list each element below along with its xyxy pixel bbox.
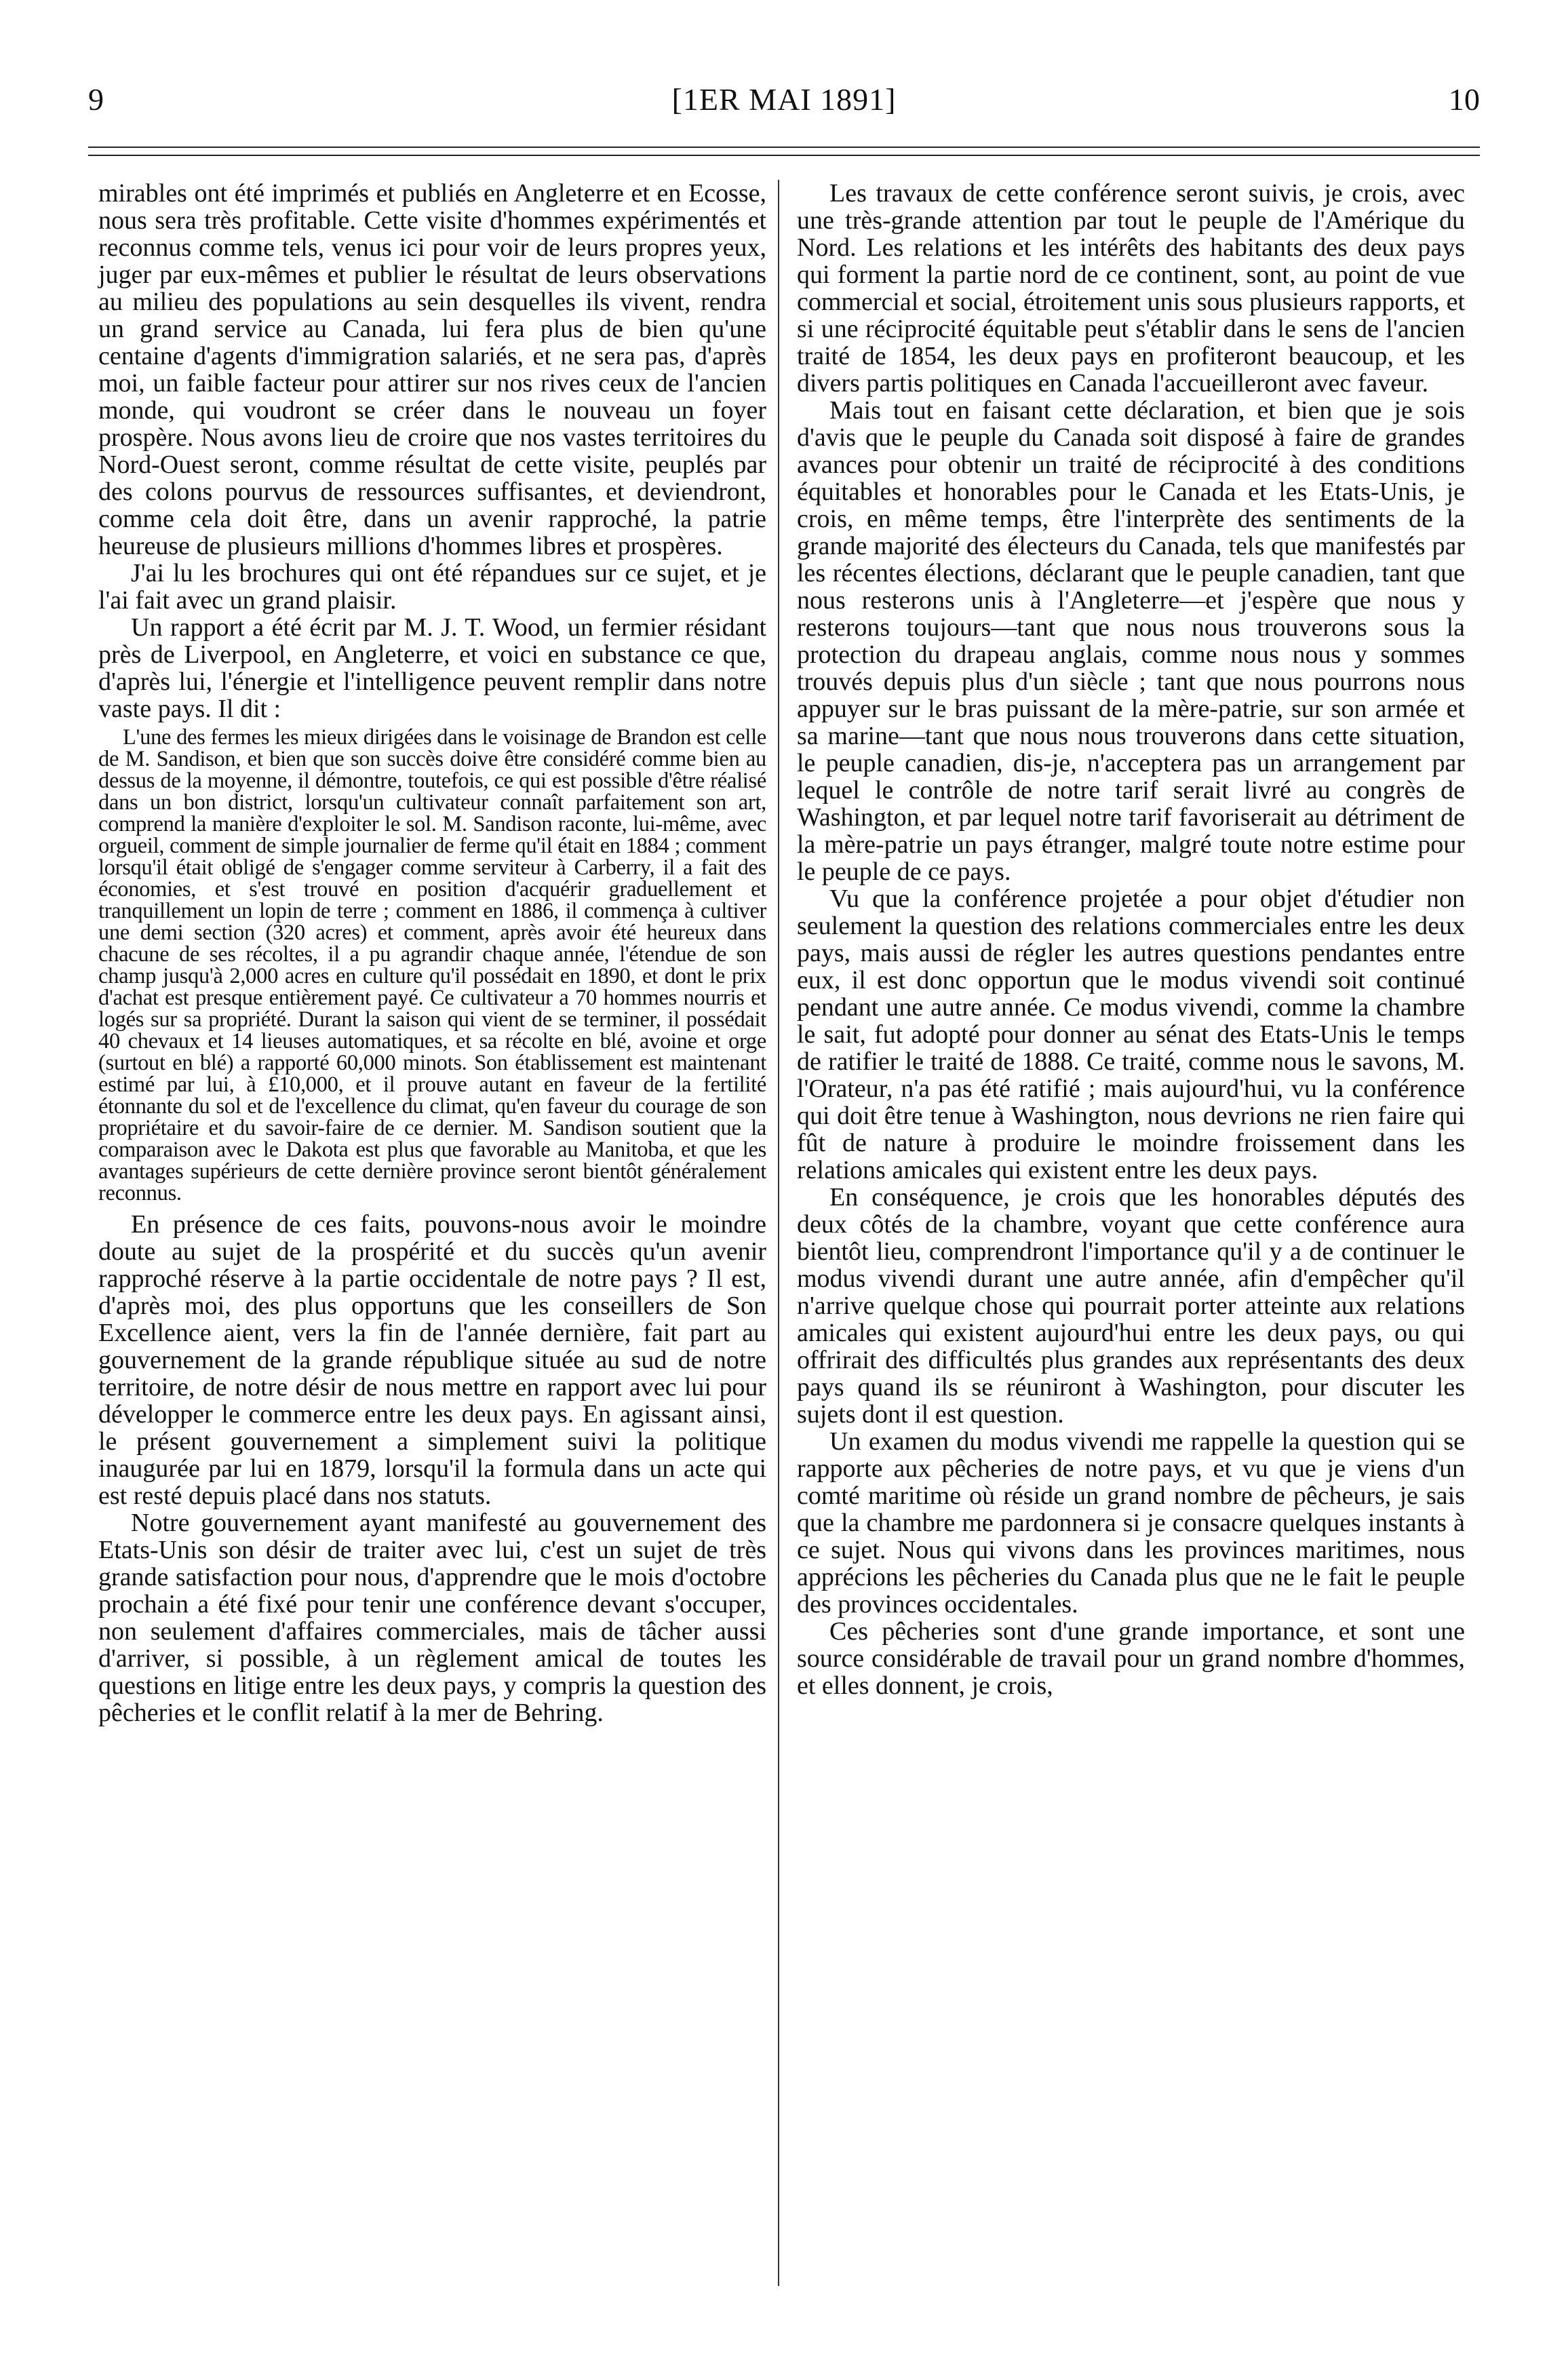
left-column — [98, 180, 766, 1726]
paragraph: Un examen du modus vivendi me rappelle la question qui se rapporte aux pêcheries de notre pays, et vu que je viens d'un comté maritime où réside un grand nombre de pêcheurs, je sais que la chambre me pardonnera si je consacre quelques instants à ce sujet. Nous qui vivons dans les provinces maritimes, nous apprécions les pêcheries du Canada plus que ne le fait le peuple des provinces occidentales. — [797, 1427, 1465, 1619]
page-number-left: 9 — [88, 82, 104, 117]
paragraph: Les travaux de cette conférence seront suivis, je crois, avec une très-grande attention par tout le peuple de l'Amérique du Nord. Les relations et les intérêts des habitants des deux pays qui forment la partie nord de ce continent, sont, au point de vue commercial et social, étroitement unis sous plusieurs rapports, et si une réciprocité équitable peut s'établir dans le sens de l'ancien traité de 1854, les deux pays en profiteront beaucoup, et les divers partis politiques en Canada l'accueilleront avec faveur. — [797, 179, 1465, 398]
paragraph: Notre gouvernement ayant manifesté au gouvernement des Etats-Unis son désir de traiter avec lui, c'est un sujet de très grande satisfaction pour nous, d'apprendre que le mois d'octobre prochain a été fixé pour tenir une conférence devant s'occuper, non seulement d'affaires commerciales, mais de tâcher aussi d'arriver, si possible, à un règlement amical de toutes les questions en litige entre les deux pays, y compris la question des pêcheries et le conflit relatif à la mer de Behring. — [98, 1509, 766, 1727]
paragraph: Ces pêcheries sont d'une grande importance, et sont une source considérable de travail pour un grand nombre d'hommes, et elles donnent, je crois, — [797, 1617, 1465, 1700]
page-header — [88, 76, 1480, 123]
paragraph: Un rapport a été écrit par M. J. T. Wood, un fermier résidant près de Liverpool, en Angleterre, et voici en substance ce que, d'après lui, l'énergie et l'intelligence peuvent remplir dans notre vaste pays. Il dit : — [98, 613, 766, 723]
quoted-report: L'une des fermes les mieux dirigées dans le voisinage de Brandon est celle de M. Sandison, et bien que son succès doive être considéré comme bien au dessus de la moyenne, il démontre, toutefois, ce qui est possible d'être réalisé dans un bon district, lorsqu'un cultivateur connaît parfaitement son art, comprend la manière d'exploiter le sol. M. Sandison raconte, lui-même, avec orgueil, comment de simple journalier de ferme qu'il était en 1884 ; comment lorsqu'il était obligé de s'engager comme serviteur à Carberry, il a fait des économies, et s'est trouvé en position d'acquérir graduellement et tranquillement un lopin de terre ; comment en 1886, il commença à cultiver une demi section (320 acres) et comment, après avoir été heureux dans chacune de ses récoltes, il a pu agrandir chaque année, l'étendue de son champ jusqu'à 2,000 acres en culture qu'il possédait en 1890, et dont le prix d'achat est presque entièrement payé. Ce cultivateur a 70 hommes nourris et logés sur sa propriété. Durant la saison qui vient de se terminer, il possédait 40 chevaux et 14 lieuses automatiques, et sa récolte en blé, avoine et orge (surtout en blé) a rapporté 60,000 minots. Son établissement est maintenant estimé par lui, à £10,000, et il prouve autant en faveur de la fertilité étonnante du sol et de l'excellence du climat, qu'en faveur du courage de son propriétaire et du savoir-faire de ce dernier. M. Sandison soutient que la comparaison avec le Dakota est plus que favorable au Manitoba, et que les avantages supérieurs de cette dernière province seront bientôt généralement reconnus. — [98, 725, 766, 1205]
right-column — [797, 180, 1465, 1699]
header-rule-bottom — [88, 155, 1480, 156]
paragraph: J'ai lu les brochures qui ont été répandues sur ce sujet, et je l'ai fait avec un grand plaisir. — [98, 559, 766, 615]
paragraph: mirables ont été imprimés et publiés en Angleterre et en Ecosse, nous sera très profitable. Cette visite d'hommes expérimentés et reconnus comme tels, venus ici pour voir de leurs propres yeux, juger par eux-mêmes et publier le résultat de leurs observations au milieu des populations au sein desquelles ils vivent, rendra un grand service au Canada, lui fera plus de bien qu'une centaine d'agents d'immigration salariés, et ne sera pas, d'après moi, un faible facteur pour attirer sur nos rives ceux de l'ancien monde, qui voudront se créer dans le nouveau un foyer prospère. Nous avons lieu de croire que nos vastes territoires du Nord-Ouest seront, comme résultat de cette visite, peuplés par des colons pourvus de ressources suffisantes, et deviendront, comme cela doit être, dans un avenir rapproché, la patrie heureuse de plusieurs millions d'hommes libres et prospères. — [98, 179, 766, 560]
page-number-right: 10 — [1449, 82, 1480, 117]
paragraph: Vu que la conférence projetée a pour objet d'étudier non seulement la question des relations commerciales entre les deux pays, mais aussi de régler les autres questions pendantes entre eux, il est donc opportun que le modus vivendi soit continué pendant une autre année. Ce modus vivendi, comme la chambre le sait, fut adopté pour donner au sénat des Etats-Unis le temps de ratifier le traité de 1888. Ce traité, comme nous le savons, M. l'Orateur, n'a pas été ratifié ; mais aujourd'hui, vu la conférence qui doit être tenue à Washington, nous devrions ne rien faire qui fût de nature à produire le moindre froissement dans les relations amicales qui existent entre les deux pays. — [797, 885, 1465, 1184]
header-rule-top — [88, 147, 1480, 148]
paragraph: Mais tout en faisant cette déclaration, et bien que je sois d'avis que le peuple du Canada soit disposé à faire de grandes avances pour obtenir un traité de réciprocité à des conditions équitables et honorables pour le Canada et les Etats-Unis, je crois, en même temps, être l'interprète des sentiments de la grande majorité des électeurs du Canada, tels que manifestés par les récentes élections, déclarant que le peuple canadien, tant que nous resterons unis à l'Angleterre—et j'espère que nous y resterons toujours—tant que nous nous trouverons sous la protection du drapeau anglais, comme nous nous y sommes trouvés depuis plus d'un siècle ; tant que nous pourrons nous appuyer sur le bras puissant de la mère-patrie, sur son armée et sa marine—tant que nous nous trouverons dans cette situation, le peuple canadien, dis-je, n'acceptera pas un arrangement par lequel le contrôle de notre tarif serait livré au congrès de Washington, et par lequel notre tarif favoriserait au détriment de la mère-patrie un pays étranger, malgré toute notre estime pour le peuple de ce pays. — [797, 396, 1465, 886]
column-divider — [778, 180, 779, 2286]
paragraph: En conséquence, je crois que les honorables députés des deux côtés de la chambre, voyant que cette conférence aura bientôt lieu, comprendront l'importance qu'il y a de continuer le modus vivendi durant une autre année, afin d'empêcher qu'il n'arrive quelque chose qui pourrait porter atteinte aux relations amicales qui existent aujourd'hui entre les deux pays, ou qui offrirait des difficultés plus grandes aux représentants des deux pays quand ils se réuniront à Washington, pour discuter les sujets dont il est question. — [797, 1183, 1465, 1429]
paragraph: En présence de ces faits, pouvons-nous avoir le moindre doute au sujet de la prospérité et du succès qu'un avenir rapproché réserve à la partie occidentale de notre pays ? Il est, d'après moi, des plus opportuns que les conseillers de Son Excellence aient, vers la fin de l'année dernière, fait part au gouvernement de la grande république située au sud de notre territoire, de notre désir de nous mettre en rapport avec lui pour développer le commerce entre les deux pays. En agissant ainsi, le présent gouvernement a simplement suivi la politique inaugurée par lui en 1879, lorsqu'il la formula dans un acte qui est resté depuis placé dans nos statuts. — [98, 1210, 766, 1510]
header-date: [1ER MAI 1891] — [671, 82, 897, 117]
